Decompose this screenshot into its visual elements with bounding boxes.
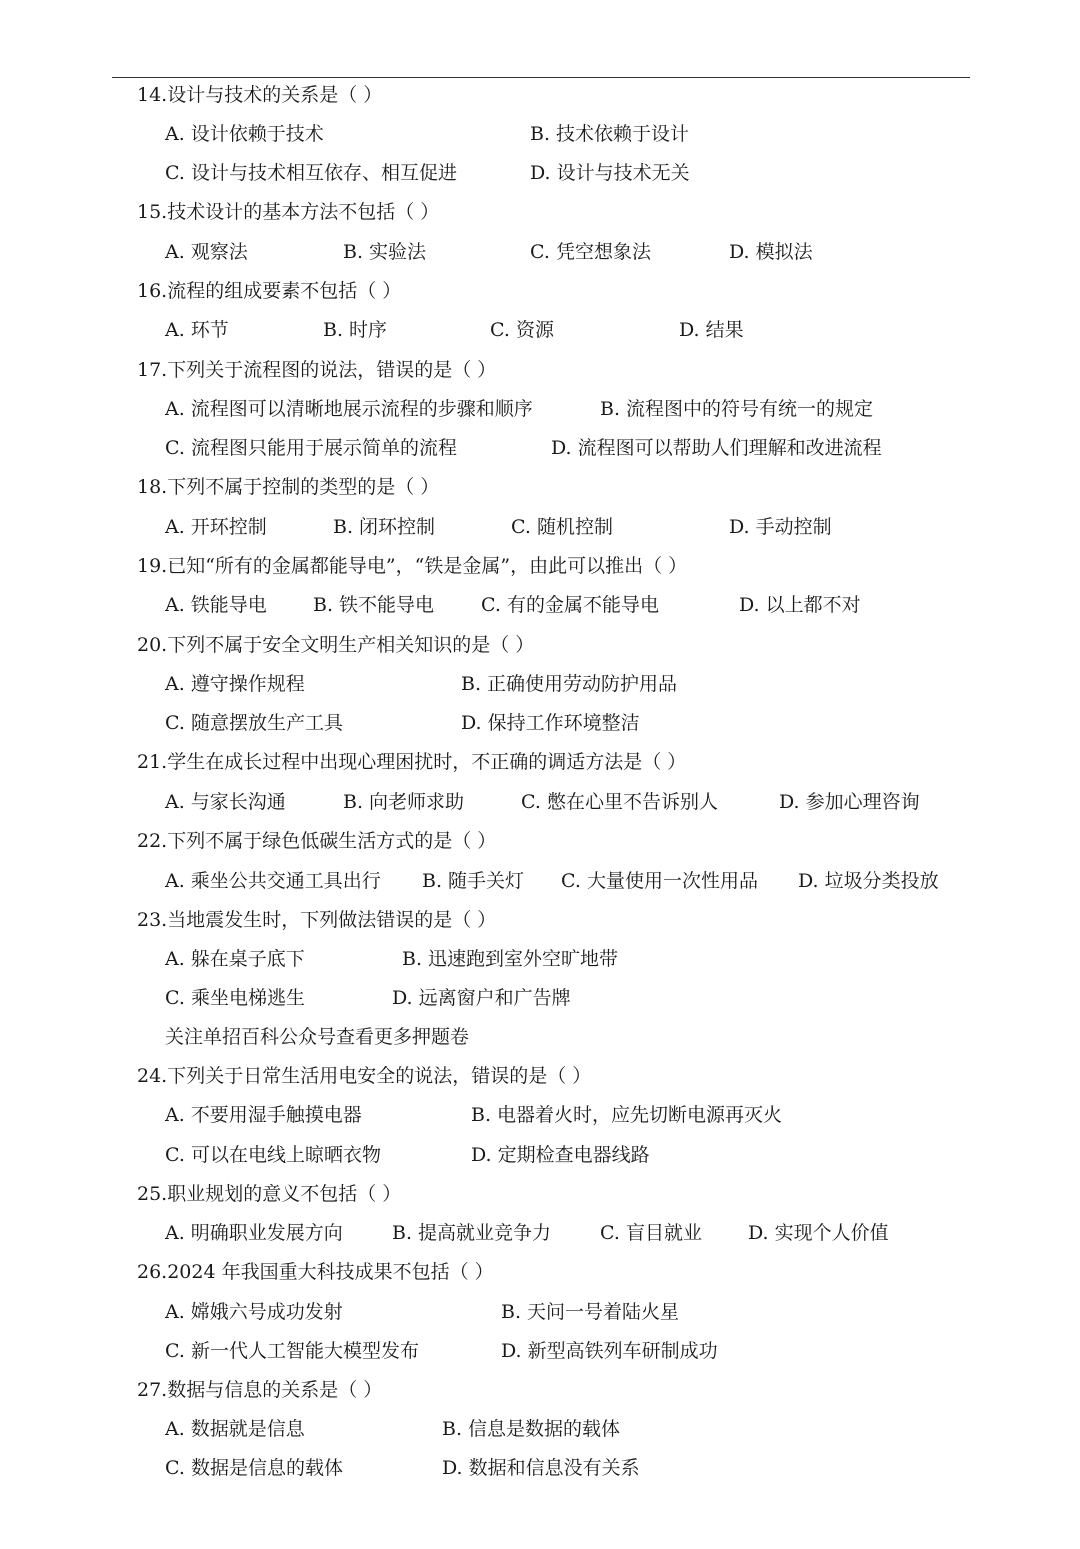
options-row <box>0 394 1080 424</box>
options-row <box>0 1414 1080 1444</box>
options-row <box>0 1100 1080 1130</box>
option-c: C. 设计与技术相互依存、相互促进 <box>165 162 457 184</box>
option-c: C. 大量使用一次性用品 <box>561 870 758 892</box>
option-b: B. 天问一号着陆火星 <box>501 1301 680 1323</box>
option-a: A. 开环控制 <box>165 516 267 538</box>
option-a: A. 明确职业发展方向 <box>165 1222 343 1244</box>
options-row <box>0 983 1080 1013</box>
question-25: 25.职业规划的意义不包括（ ） <box>137 1183 402 1205</box>
option-d: D. 定期检查电器线路 <box>471 1144 650 1166</box>
option-c: C. 新一代人工智能大模型发布 <box>165 1340 419 1362</box>
option-d: D. 新型高铁列车研制成功 <box>501 1340 718 1362</box>
option-d: D. 手动控制 <box>729 516 832 538</box>
question-23: 23.当地震发生时，下列做法错误的是（ ） <box>137 909 497 931</box>
promo-note: 关注单招百科公众号查看更多押题卷 <box>165 1026 470 1048</box>
option-a: A. 环节 <box>165 319 229 341</box>
option-d: D. 模拟法 <box>729 241 813 263</box>
option-a: A. 数据就是信息 <box>165 1418 305 1440</box>
option-c: C. 乘坐电梯逃生 <box>165 987 305 1009</box>
option-d: D. 数据和信息没有关系 <box>442 1457 640 1479</box>
question-26: 26.2024 年我国重大科技成果不包括（ ） <box>137 1261 494 1283</box>
options-row <box>0 158 1080 188</box>
option-d: D. 远离窗户和广告牌 <box>392 987 571 1009</box>
option-a: A. 铁能导电 <box>165 594 267 616</box>
options-row <box>0 787 1080 817</box>
option-b: B. 随手关灯 <box>422 870 525 892</box>
option-a: A. 流程图可以清晰地展示流程的步骤和顺序 <box>165 398 533 420</box>
option-a: A. 设计依赖于技术 <box>165 123 324 145</box>
question-20: 20.下列不属于安全文明生产相关知识的是（ ） <box>137 634 535 656</box>
option-c: C. 数据是信息的载体 <box>165 1457 343 1479</box>
option-b: B. 实验法 <box>343 241 427 263</box>
question-19: 19.已知“所有的金属都能导电”，“铁是金属”，由此可以推出（ ） <box>137 555 688 577</box>
options-row <box>0 237 1080 267</box>
option-b: B. 信息是数据的载体 <box>442 1418 621 1440</box>
options-row <box>0 669 1080 699</box>
options-row <box>0 433 1080 463</box>
question-17: 17.下列关于流程图的说法，错误的是（ ） <box>137 359 497 381</box>
options-row <box>0 1140 1080 1170</box>
option-b: B. 提高就业竞争力 <box>392 1222 552 1244</box>
question-24: 24.下列关于日常生活用电安全的说法，错误的是（ ） <box>137 1065 592 1087</box>
option-c: C. 凭空想象法 <box>530 241 651 263</box>
option-b: B. 正确使用劳动防护用品 <box>461 673 678 695</box>
option-a: A. 观察法 <box>165 241 248 263</box>
options-row <box>0 590 1080 620</box>
options-row <box>0 1336 1080 1366</box>
option-d: D. 结果 <box>679 319 744 341</box>
options-row <box>0 944 1080 974</box>
option-b: B. 向老师求助 <box>343 791 465 813</box>
options-row <box>0 708 1080 738</box>
option-c: C. 可以在电线上晾晒衣物 <box>165 1144 381 1166</box>
option-c: C. 流程图只能用于展示简单的流程 <box>165 437 457 459</box>
option-b: B. 流程图中的符号有统一的规定 <box>600 398 874 420</box>
options-row <box>0 119 1080 149</box>
question-22: 22.下列不属于绿色低碳生活方式的是（ ） <box>137 830 497 852</box>
option-b: B. 电器着火时，应先切断电源再灭火 <box>471 1104 783 1126</box>
options-row <box>0 512 1080 542</box>
option-b: B. 闭环控制 <box>333 516 436 538</box>
option-a: A. 躲在桌子底下 <box>165 948 305 970</box>
question-21: 21.学生在成长过程中出现心理困扰时，不正确的调适方法是（ ） <box>137 751 687 773</box>
option-d: D. 以上都不对 <box>739 594 861 616</box>
option-c: C. 盲目就业 <box>600 1222 702 1244</box>
option-d: D. 设计与技术无关 <box>530 162 690 184</box>
option-d: D. 实现个人价值 <box>748 1222 889 1244</box>
option-c: C. 资源 <box>490 319 554 341</box>
option-a: A. 遵守操作规程 <box>165 673 305 695</box>
option-b: B. 铁不能导电 <box>313 594 435 616</box>
question-15: 15.技术设计的基本方法不包括（ ） <box>137 201 440 223</box>
question-14: 14.设计与技术的关系是（ ） <box>137 84 383 106</box>
options-row <box>0 315 1080 345</box>
option-c: C. 有的金属不能导电 <box>481 594 659 616</box>
option-b: B. 技术依赖于设计 <box>530 123 690 145</box>
option-c: C. 憋在心里不告诉别人 <box>521 791 718 813</box>
options-row <box>0 866 1080 896</box>
option-a: A. 嫦娥六号成功发射 <box>165 1301 343 1323</box>
option-d: D. 保持工作环境整洁 <box>461 712 640 734</box>
options-row <box>0 1218 1080 1248</box>
option-a: A. 不要用湿手触摸电器 <box>165 1104 362 1126</box>
question-16: 16.流程的组成要素不包括（ ） <box>137 280 402 302</box>
option-d: D. 垃圾分类投放 <box>798 870 939 892</box>
top-divider-line <box>112 77 970 78</box>
question-27: 27.数据与信息的关系是（ ） <box>137 1379 383 1401</box>
option-b: B. 时序 <box>323 319 388 341</box>
option-c: C. 随意摆放生产工具 <box>165 712 343 734</box>
option-a: A. 乘坐公共交通工具出行 <box>165 870 381 892</box>
option-a: A. 与家长沟通 <box>165 791 286 813</box>
option-b: B. 迅速跑到室外空旷地带 <box>402 948 619 970</box>
question-18: 18.下列不属于控制的类型的是（ ） <box>137 476 440 498</box>
option-c: C. 随机控制 <box>511 516 613 538</box>
option-d: D. 参加心理咨询 <box>779 791 920 813</box>
options-row <box>0 1453 1080 1483</box>
options-row <box>0 1297 1080 1327</box>
option-d: D. 流程图可以帮助人们理解和改进流程 <box>551 437 882 459</box>
